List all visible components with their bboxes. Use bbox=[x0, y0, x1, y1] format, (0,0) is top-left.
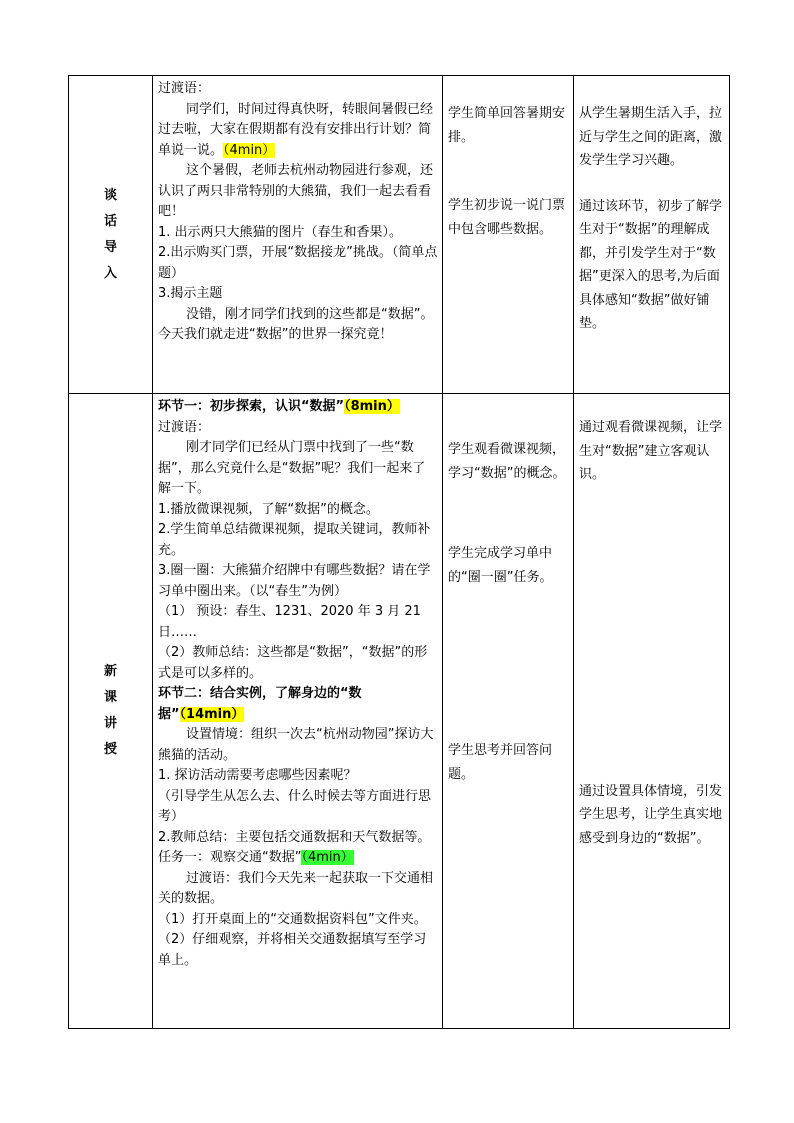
student-notes bbox=[443, 438, 573, 786]
paragraph-text: 同学们，时间过得真快呀，转眼间暑假已经过去啦，大家在假期都有没有安排出行计划？简单说一说。 bbox=[158, 101, 434, 158]
note-text: 从学生暑期生活入手，拉近与学生之间的距离，激发学生学习兴趣。 bbox=[579, 106, 723, 168]
time-badge: （4min） bbox=[301, 850, 354, 865]
section-char: 谈 bbox=[103, 187, 117, 203]
text-line: 2.出示购买门票，开展“数据接龙”挑战。（简单点题） bbox=[158, 245, 438, 281]
design-intent-cell bbox=[574, 394, 730, 1029]
time-badge: （14min） bbox=[179, 706, 245, 722]
note-text: 学生完成学习单中的“圈一圈”任务。 bbox=[448, 546, 553, 585]
task-text: 任务一：观察交通“数据” bbox=[158, 850, 302, 865]
text-line: 1.播放微课视频，了解“数据”的概念。 bbox=[158, 501, 379, 517]
process-cell bbox=[153, 76, 443, 394]
note-text: 通过该环节，初步了解学生对于“数据”的理解成都，并引发学生对于“数据”更深入的思考,为后面具体感知“数据”做好铺垫。 bbox=[579, 198, 723, 331]
design-intent-cell bbox=[574, 76, 730, 394]
intent-notes bbox=[574, 102, 729, 336]
note-text: 学生初步说一说门票中包含哪些数据。 bbox=[448, 198, 566, 237]
student-activity-cell bbox=[443, 394, 574, 1029]
text-line: 3.圈一圈：大熊猫介绍牌中有哪些数据？请在学习单中圈出来。（以“春生”为例） bbox=[158, 563, 431, 599]
section-label-new-lesson bbox=[69, 659, 152, 763]
section-char: 入 bbox=[103, 265, 117, 281]
note-text: 学生简单回答暑期安排。 bbox=[448, 106, 566, 145]
section-char: 授 bbox=[103, 742, 117, 757]
section-cell bbox=[69, 76, 153, 394]
note-text: 学生观看微课视频，学习“数据”的概念。 bbox=[448, 442, 566, 481]
section-heading bbox=[158, 684, 438, 725]
note-text: 学生思考并回答问题。 bbox=[448, 743, 553, 782]
section-char: 话 bbox=[103, 213, 117, 229]
section-cell bbox=[69, 394, 153, 1029]
text-paragraph: 刚才同学们已经从门票中找到了一些“数据”，那么究竟什么是“数据”呢？我们一起来了解一下。 bbox=[158, 440, 426, 496]
text-line: 3.揭示主题 bbox=[158, 286, 223, 301]
lesson-plan-table bbox=[68, 75, 730, 1029]
text-paragraph bbox=[158, 100, 438, 162]
time-badge: （4min） bbox=[223, 142, 276, 158]
text-line: 1. 探访活动需要考虑哪些因素呢？ bbox=[158, 768, 357, 783]
section-char: 讲 bbox=[103, 716, 117, 731]
section-char: 课 bbox=[103, 690, 117, 705]
text-line: 过渡语： bbox=[158, 419, 211, 435]
text-line: （1） 预设：春生、1231、2020 年 3 月 21日…… bbox=[158, 604, 421, 640]
text-line: 1. 出示两只大熊猫的图片（春生和香果）。 bbox=[158, 224, 403, 240]
text-paragraph: 没错，刚才同学们找到的这些都是“数据”。今天我们就走进“数据”的世界一探究竟！ bbox=[158, 306, 434, 342]
time-badge: （8min） bbox=[344, 399, 400, 414]
text-line: 过渡语： bbox=[158, 81, 211, 96]
text-paragraph: 这个暑假，老师去杭州动物园进行参观，还认识了两只非常特别的大熊猫，我们一起去看看吧！ bbox=[158, 163, 434, 219]
text-line: （2）教师总结：这些都是“数据”，“数据”的形式是可以多样的。 bbox=[158, 645, 428, 681]
student-activity-cell bbox=[443, 76, 574, 394]
process-content bbox=[153, 76, 442, 348]
section-char: 导 bbox=[103, 239, 117, 255]
text-line: （引导学生从怎么去、什么时候去等方面进行思考） bbox=[158, 788, 432, 824]
text-line: 2.学生简单总结微课视频，提取关键词，教师补充。 bbox=[158, 522, 431, 558]
heading-text: 环节一：初步探索，认识“数据” bbox=[158, 399, 345, 414]
note-text: 通过设置具体情境，引发学生思考，让学生真实地感受到身边的“数据”。 bbox=[579, 783, 723, 846]
text-paragraph: 过渡语：我们今天先来一起获取一下交通相关的数据。 bbox=[158, 870, 434, 906]
intent-notes bbox=[574, 416, 729, 850]
section-label-intro bbox=[69, 183, 152, 287]
student-notes bbox=[443, 102, 573, 241]
table-row bbox=[69, 76, 730, 394]
text-line: （2）仔细观察，并将相关交通数据填写至学习单上。 bbox=[158, 932, 427, 968]
task-heading bbox=[158, 848, 438, 869]
section-char: 新 bbox=[103, 664, 117, 679]
text-paragraph: 设置情境：组织一次去“杭州动物园”探访大熊猫的活动。 bbox=[158, 727, 434, 763]
text-line: 2.教师总结：主要包括交通数据和天气数据等。 bbox=[158, 829, 431, 845]
text-line: （1）打开桌面上的“交通数据资料包”文件夹。 bbox=[158, 911, 427, 927]
table-row bbox=[69, 394, 730, 1029]
process-content bbox=[153, 394, 442, 973]
section-heading bbox=[158, 397, 438, 418]
note-text: 通过观看微课视频，让学生对“数据”建立客观认识。 bbox=[579, 420, 723, 482]
heading-text: 环节二：结合实例，了解身边的“数据” bbox=[158, 686, 362, 722]
process-cell bbox=[153, 394, 443, 1029]
